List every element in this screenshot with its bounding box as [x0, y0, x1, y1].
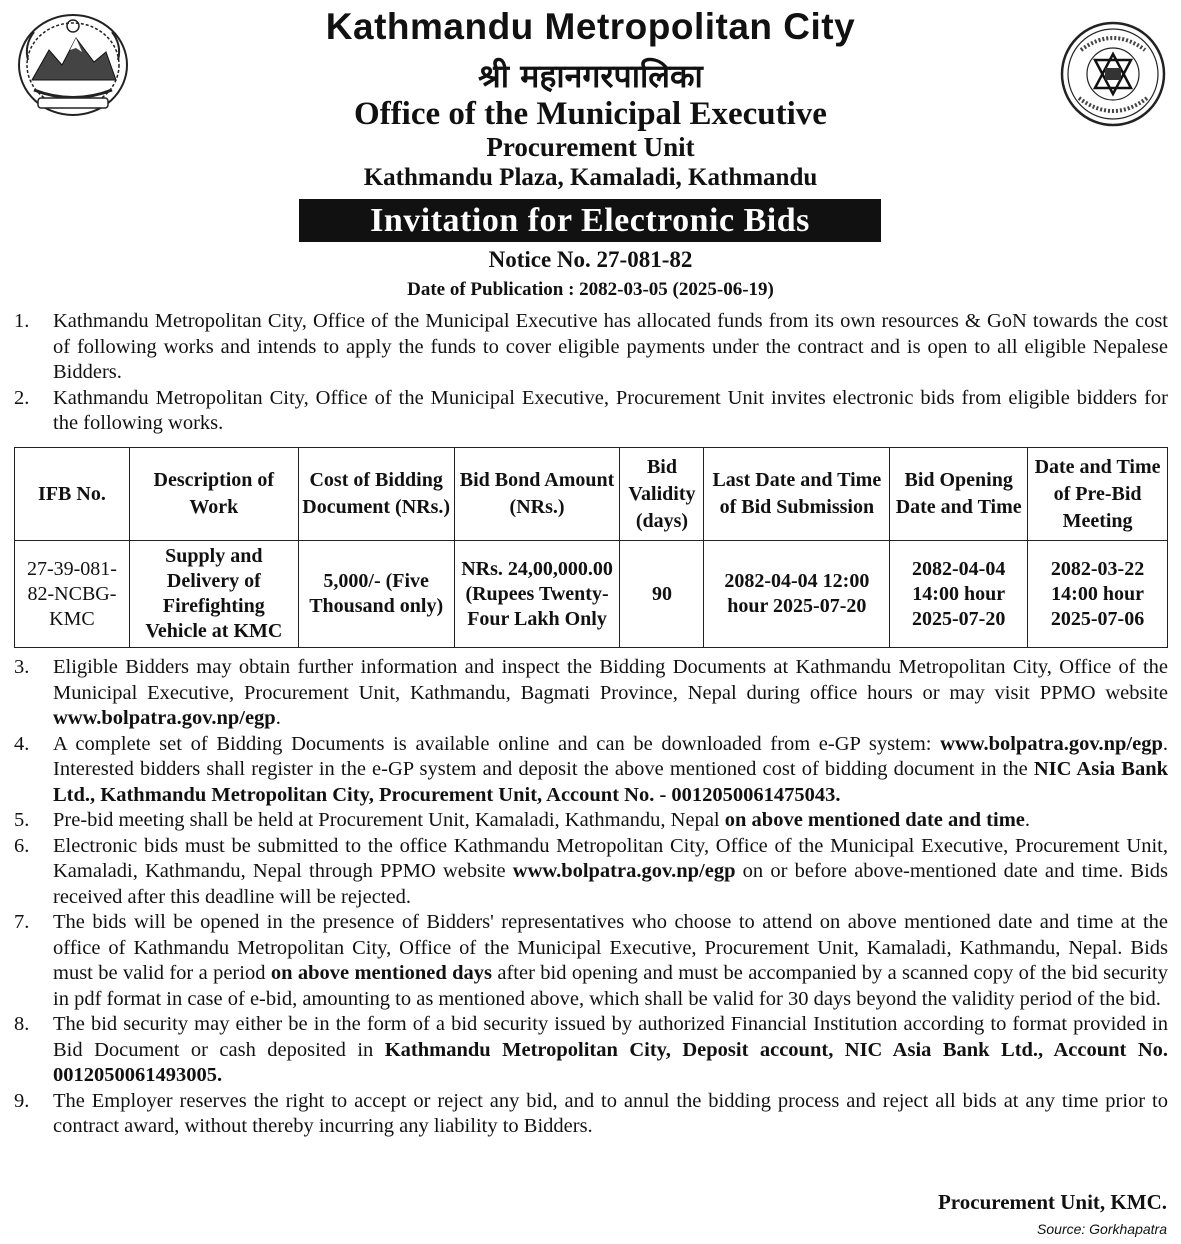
- item-number: 6.: [14, 834, 30, 857]
- column-header: Cost of Bidding Document (NRs.): [298, 448, 454, 541]
- column-header: Description of Work: [129, 448, 298, 541]
- cost-cell: 5,000/- (Five Thousand only): [298, 541, 454, 648]
- item-number: 1.: [14, 310, 30, 332]
- list-item: [14, 386, 1168, 437]
- item-text: . Interested bidders shall register in the e-GP system and deposit the above mentioned cost of bidding document in the: [53, 732, 1168, 780]
- item-text: The bid security may either be in the form of a bid security issued by authorized Financial Institution according to format provided in Bid Document or cash deposited in: [53, 1013, 1168, 1061]
- item-text: Kathmandu Metropolitan City, Office of the Municipal Executive has allocated funds from its own resources & GoN towards the cost of following works and intends to apply the funds to cover eligible payments under the contract and is open to all eligible Nepalese Bidders.: [53, 310, 1168, 383]
- city-title-nepali: श्री महानगरपालिका: [478, 57, 703, 95]
- list-item: [14, 655, 1168, 732]
- unit-title: Procurement Unit: [486, 132, 695, 162]
- pre-bid-date-cell: 2082-03-22 14:00 hour 2025-07-06: [1028, 541, 1168, 648]
- bid-bond-cell: NRs. 24,00,000.00 (Rupees Twenty-Four Lakh Only: [454, 541, 620, 648]
- validity-cell: 90: [620, 541, 704, 648]
- office-title: Office of the Municipal Executive: [354, 96, 827, 132]
- notice-number: Notice No. 27-081-82: [488, 247, 693, 272]
- notice-items-intro: [14, 309, 1168, 437]
- column-header: Bid Bond Amount (NRs.): [454, 448, 620, 541]
- column-header: Bid Validity (days): [620, 448, 704, 541]
- item-number: 9.: [14, 1089, 30, 1112]
- list-item: [14, 808, 1168, 834]
- item-text: A complete set of Bidding Documents is available online and can be downloaded from e-GP system:: [53, 732, 941, 755]
- website-link[interactable]: www.bolpatra.gov.np/egp: [940, 732, 1163, 755]
- item-text: The Employer reserves the right to accept or reject any bid, and to annul the bidding process and reject all bids at any time prior to contract award, without thereby incurring any liability to Bidders.: [53, 1089, 1168, 1137]
- address: Kathmandu Plaza, Kamaladi, Kathmandu: [363, 164, 818, 191]
- item-number: 7.: [14, 911, 30, 933]
- list-item: [14, 1012, 1168, 1089]
- item-text-end: after bid opening and must be accompanied by a scanned copy of the bid security in pdf format in case of e-bid, amounting to as mentioned above, which shall be valid for 30 days beyond the validity period of the bid.: [53, 962, 1169, 1010]
- last-date-cell: 2082-04-04 12:00 hour 2025-07-20: [704, 541, 890, 648]
- bank-account-text: NIC Asia Bank Ltd., Kathmandu Metropolitan City, Procurement Unit, Account No. - 0012050061475043.: [53, 758, 1168, 806]
- item-text: Electronic bids must be submitted to the office Kathmandu Metropolitan City, Office of the Municipal Executive, Procurement Unit, Kamaladi, Kathmandu, Nepal through PPMO website: [53, 834, 1168, 882]
- column-header: IFB No.: [15, 448, 130, 541]
- item-text: The bids will be opened in the presence of Bidders' representatives who choose to attend on above mentioned date and time at the office of Kathmandu Metropolitan City, Office of the Municipal Executive, Procurement Unit, Kamaladi, Kathmandu, Nepal. Bids must be valid for a period: [53, 911, 1168, 984]
- table-header-row: [15, 448, 1168, 541]
- column-header: Date and Time of Pre-Bid Meeting: [1028, 448, 1168, 541]
- description-cell: Supply and Delivery of Firefighting Vehicle at KMC: [129, 541, 298, 648]
- item-text: Pre-bid meeting shall be held at Procurement Unit, Kamaladi, Kathmandu, Nepal: [53, 809, 725, 831]
- notice-items-terms: [14, 655, 1168, 1140]
- item-number: 3.: [14, 656, 30, 678]
- item-number: 8.: [14, 1013, 30, 1035]
- item-text: Kathmandu Metropolitan City, Office of the Municipal Executive, Procurement Unit invites electronic bids from eligible bidders for the following works.: [53, 386, 1168, 434]
- emphasis-text: on above mentioned days: [270, 962, 492, 984]
- list-item: [14, 732, 1168, 809]
- column-header: Bid Opening Date and Time: [890, 448, 1028, 541]
- item-number: 2.: [14, 386, 30, 409]
- publication-date: Date of Publication : 2082-03-05 (2025-06-19): [407, 279, 774, 300]
- opening-date-cell: 2082-04-04 14:00 hour 2025-07-20: [890, 541, 1028, 648]
- ifb-number-cell: 27-39-081-82-NCBG-KMC: [15, 541, 130, 648]
- item-number: 5.: [14, 809, 30, 831]
- website-link[interactable]: www.bolpatra.gov.np/egp: [512, 860, 736, 882]
- list-item: [14, 834, 1168, 911]
- item-number: 4.: [14, 732, 30, 755]
- bid-table: [14, 447, 1168, 648]
- item-text-end: .: [275, 707, 281, 729]
- item-text-end: on or before above-mentioned date and time. Bids received after this deadline will be rejected.: [53, 860, 1168, 908]
- table-row: [15, 541, 1168, 648]
- source-credit: Source: Gorkhapatra: [1037, 1221, 1167, 1237]
- emphasis-text: on above mentioned date and time: [724, 809, 1025, 831]
- website-link[interactable]: www.bolpatra.gov.np/egp: [53, 707, 276, 729]
- signature: Procurement Unit, KMC.: [937, 1190, 1167, 1214]
- city-title: Kathmandu Metropolitan City: [325, 6, 856, 47]
- list-item: [14, 1089, 1168, 1140]
- item-text: Eligible Bidders may obtain further information and inspect the Bidding Documents at Kathmandu Metropolitan City, Office of the Municipal Executive, Procurement Unit, Kathmandu, Bagmati Province, Nepal during office hours or may visit PPMO website: [53, 656, 1168, 704]
- list-item: [14, 910, 1168, 1012]
- deposit-account-text: Kathmandu Metropolitan City, Deposit account, NIC Asia Bank Ltd., Account No. 0012050061493005.: [53, 1038, 1168, 1086]
- invitation-banner: Invitation for Electronic Bids: [299, 199, 881, 242]
- column-header: Last Date and Time of Bid Submission: [704, 448, 890, 541]
- list-item: [14, 309, 1168, 386]
- item-text-end: .: [1024, 809, 1030, 831]
